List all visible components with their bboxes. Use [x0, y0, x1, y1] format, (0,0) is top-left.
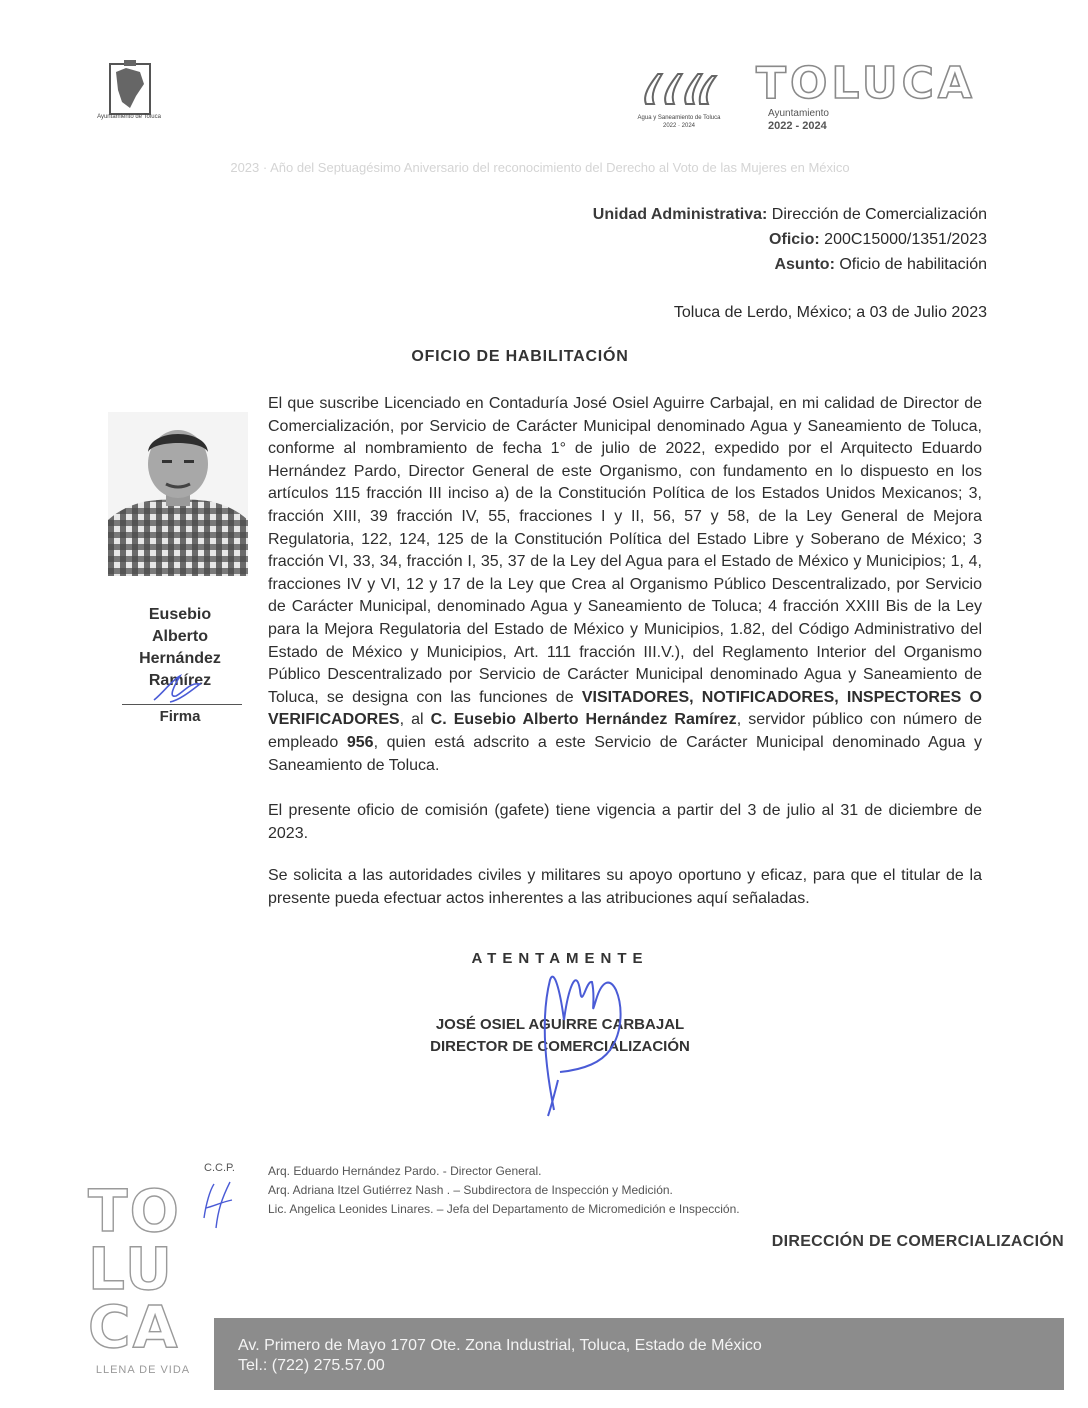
agency-caption [620, 114, 738, 130]
p1-functions: VISITADORES, NOTIFICADORES, INSPECTORES O VERIFICADORES [268, 688, 983, 729]
state-seal-logo [96, 60, 164, 122]
ccp-line-1: Arq. Eduardo Hernández Pardo. - Director General. [268, 1164, 542, 1178]
agua-saneamiento-logo [640, 68, 720, 110]
paragraph-2: El presente oficio de comisión (gafete) tiene vigencia a partir del 3 de julio al 31 de diciembre de 2023. [268, 802, 982, 842]
p1-text-b: , al [399, 711, 431, 729]
p1-text-a: El que suscribe Licenciado en Contaduría José Osiel Aguirre Carbajal, en mi calidad de Director de Comercialización, por Servicio de Carácter Municipal denominado Agua y Saneamiento de Toluca, conforme al nombramiento de fecha 1° de julio de 2022, expedido por el Arquitecto Eduardo Hernández Pardo, Director General de este Organismo, con fundamento en lo dispuesto en los artículos 115 fracción III inciso a) de la Constitución Política de los Estados Unidos Mexicanos; 3, fracción XIII, 39 fracción IV, 55, fracciones I y II, 56, 57 y 58, de la Ley General de Mejora Regulatoria, 122, 124, 125 de la Constitución Política del Estado Libre y Soberano de México; 3 fracción VI, 33, 34, fracción I, 35, 37 de la Ley del Agua para el Estado de México y Municipios; 1, 4, fracciones IV y VI, 12 y 17 de la Ley que Crea al Organismo Público Descentralizado, por Servicio de Carácter Municipal, denominado Agua y Saneamiento de Toluca; 4 fracción XXIII Bis de la Ley para la Mejora Regulatoria del Estado de México y Municipios, 1.82, del Código Administrativo del Estado de México y Municipios, Art. 111 fracción III.V.), del Reglamento Interior del Organismo Público Descentralizado por Servicio de Carácter Municipal denominado Agua y Saneamiento de Toluca, se designa con las funciones de [268, 395, 982, 706]
agency-years: 2022 · 2024 [662, 123, 696, 129]
ayuntamiento-label: Ayuntamiento [768, 108, 829, 119]
year-motto: 2023 · Año del Septuagésimo Aniversario del reconocimiento del Derecho al Voto de las Mujeres en México [230, 160, 850, 175]
paragraph-3: Se solicita a las autoridades civiles y militares su apoyo oportuno y eficaz, para que el titular de la presente pueda efectuar actos inherentes a las atribuciones aquí señaladas. [268, 867, 982, 907]
p1-text-d: , quien está adscrito a este Servicio de Carácter Municipal denominado Agua y Saneamiento de Toluca. [268, 733, 982, 774]
signature-line [122, 704, 242, 705]
employee-name-line2: Alberto [152, 628, 208, 645]
date-line: Toluca de Lerdo, México; a 03 de Julio 2023 [673, 304, 987, 321]
p1-employee: C. Eusebio Alberto Hernández Ramírez [430, 711, 737, 729]
asunto-label: Asunto: [774, 256, 835, 273]
employee-name-line3: Hernández [139, 650, 221, 667]
logo-tagline: LLENA DE VIDA [95, 1364, 191, 1376]
director-signature [520, 960, 650, 1120]
unidad-label: Unidad Administrativa: [592, 206, 768, 223]
asunto-value: Oficio de habilitación [839, 256, 987, 273]
atentamente: ATENTAMENTE [471, 950, 649, 967]
ccp-initials [196, 1178, 236, 1234]
paragraph-1 [268, 393, 982, 777]
unidad-value: Dirección de Comercialización [771, 206, 987, 223]
employee-name-line4: Ramírez [148, 672, 212, 689]
oficio-label: Oficio: [769, 231, 820, 248]
firma-label: Firma [159, 708, 201, 725]
asunto-line [487, 256, 987, 274]
ccp-line-3: Lic. Angelica Leonides Linares. – Jefa del Departamento de Micromedición e Inspección. [268, 1202, 740, 1216]
p1-employee-number: 956 [346, 733, 374, 751]
employee-name-line1: Eusebio [148, 606, 212, 623]
seal-caption: Ayuntamiento de Toluca [97, 114, 161, 120]
unidad-line [487, 206, 987, 224]
ccp-line-2: Arq. Adriana Itzel Gutiérrez Nash . – Subdirectora de Inspección y Medición. [268, 1183, 673, 1197]
logo-line-2: LU [88, 1235, 174, 1303]
document-title: OFICIO DE HABILITACIÓN [411, 348, 629, 365]
employee-signature [150, 672, 204, 706]
toluca-footer-logo [88, 1177, 198, 1361]
department-footer: DIRECCIÓN DE COMERCIALIZACIÓN [771, 1233, 1064, 1250]
oficio-value: 200C15000/1351/2023 [824, 231, 987, 248]
toluca-header-logo: TOLUCA [756, 58, 976, 109]
agency-name: Agua y Saneamiento de Toluca [637, 115, 721, 121]
footer-address: Av. Primero de Mayo 1707 Ote. Zona Industrial, Toluca, Estado de México [238, 1337, 762, 1354]
p1-text-c: , servidor público con número de empleado [268, 711, 983, 751]
administration-years: 2022 - 2024 [768, 120, 827, 132]
logo-line-3: CA [88, 1293, 180, 1361]
signer-name: JOSÉ OSIEL AGUIRRE CARBAJAL [435, 1016, 685, 1033]
logo-line-1: TO [88, 1177, 181, 1245]
footer-phone: Tel.: (722) 275.57.00 [238, 1357, 385, 1374]
oficio-line [487, 231, 987, 249]
ccp-label: C.C.P. [204, 1162, 235, 1174]
employee-photo [108, 412, 248, 576]
signer-title: DIRECTOR DE COMERCIALIZACIÓN [430, 1038, 690, 1055]
